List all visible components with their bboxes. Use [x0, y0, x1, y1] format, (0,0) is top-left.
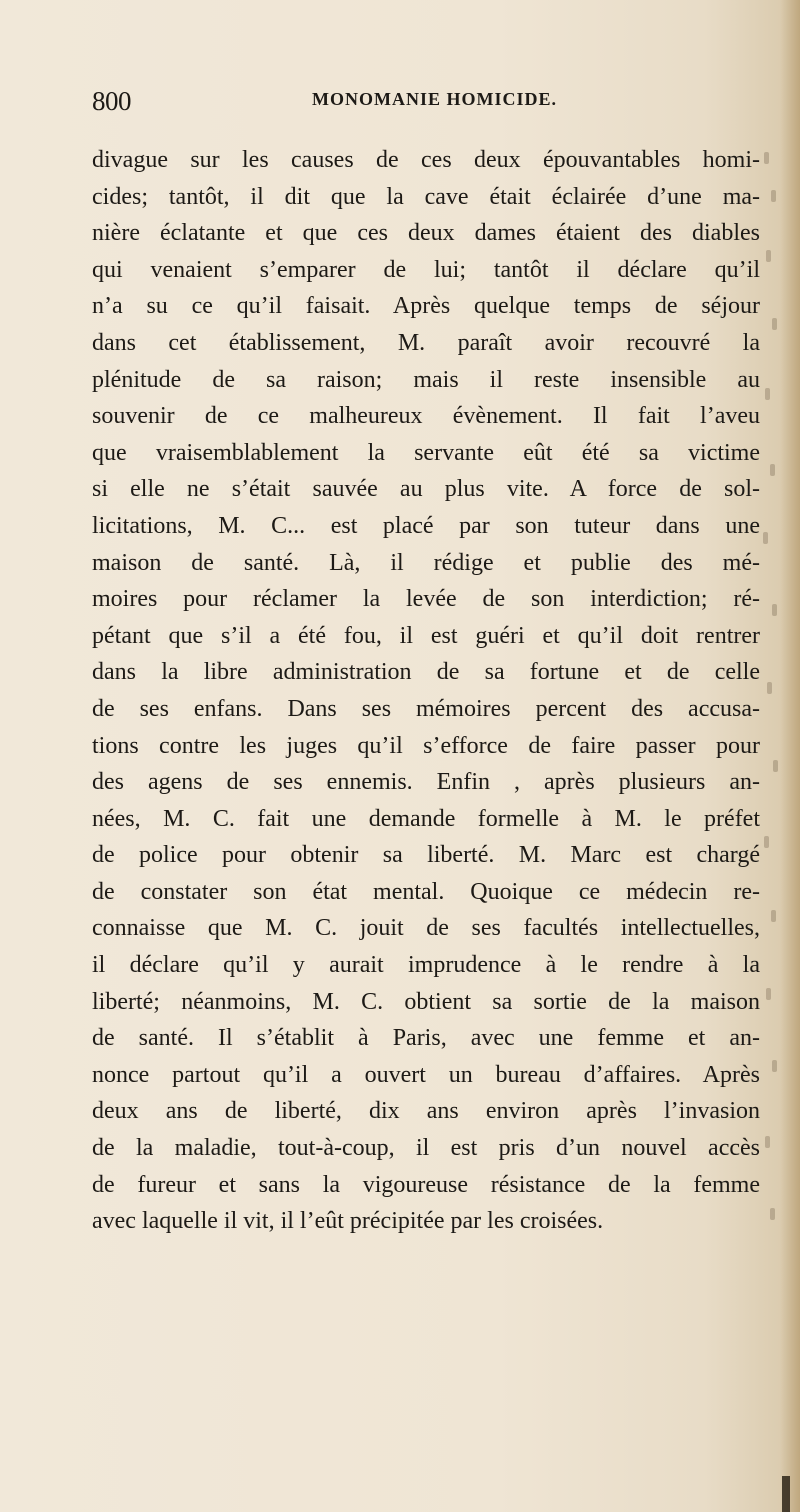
margin-fleck [770, 1208, 775, 1220]
text-line: dans la libre administration de sa fortune et de celle [92, 659, 760, 686]
text-line: si elle ne s’était sauvée au plus vite. A force de sol- [92, 476, 760, 503]
text-line: liberté; néanmoins, M. C. obtient sa sortie de la maison [92, 988, 760, 1015]
text-line: connaisse que M. C. jouit de ses facultés intellectuelles, [92, 915, 760, 942]
text-line: de constater son état mental. Quoique ce médecin re- [92, 878, 760, 905]
text-line: de police pour obtenir sa liberté. M. Marc est chargé [92, 842, 760, 869]
text-line: divague sur les causes de ces deux épouvantables homi- [92, 147, 760, 173]
text-line: maison de santé. Là, il rédige et publie des mé- [92, 549, 760, 576]
text-line: n’a su ce qu’il faisait. Après quelque temps de séjour [92, 293, 760, 320]
text-line: deux ans de liberté, dix ans environ après l’invasion [92, 1098, 760, 1125]
text-line: de fureur et sans la vigoureuse résistance de la femme [92, 1171, 760, 1198]
text-line: de santé. Il s’établit à Paris, avec une femme et an- [92, 1025, 760, 1052]
margin-fleck [763, 532, 768, 544]
text-line: des agens de ses ennemis. Enfin , après plusieurs an- [92, 769, 760, 796]
margin-fleck [766, 250, 771, 262]
margin-fleck [765, 1136, 770, 1148]
page-edge-shadow [780, 0, 800, 1512]
text-line: moires pour réclamer la levée de son interdiction; ré- [92, 586, 760, 613]
margin-fleck [772, 1060, 777, 1072]
margin-fleck [772, 604, 777, 616]
text-line: il déclare qu’il y aurait imprudence à le rendre à la [92, 952, 760, 979]
margin-fleck [764, 836, 769, 848]
text-line: de ses enfans. Dans ses mémoires percent des accusa- [92, 695, 760, 722]
text-line: que vraisemblablement la servante eût été sa victime [92, 439, 760, 466]
page-number: 800 [92, 86, 131, 116]
text-line: cides; tantôt, il dit que la cave était éclairée d’une ma- [92, 183, 760, 210]
text-line: de la maladie, tout-à-coup, il est pris d’un nouvel accès [92, 1135, 760, 1162]
margin-fleck [766, 988, 771, 1000]
margin-fleck [765, 388, 770, 400]
text-line: souvenir de ce malheureux évènement. Il fait l’aveu [92, 403, 760, 430]
margin-fleck [772, 318, 777, 330]
text-line: dans cet établissement, M. paraît avoir recouvré la [92, 329, 760, 356]
text-line: nées, M. C. fait une demande formelle à M. le préfet [92, 805, 760, 832]
margin-fleck [771, 190, 776, 202]
text-line: tions contre les juges qu’il s’efforce de faire passer pour [92, 732, 760, 759]
text-line: pétant que s’il a été fou, il est guéri et qu’il doit rentrer [92, 622, 760, 649]
text-line: avec laquelle il vit, il l’eût précipitée par les croisées. [92, 1208, 604, 1235]
margin-fleck [771, 910, 776, 922]
main-text [92, 142, 760, 1240]
running-head: MONOMANIE HOMICIDE. [312, 89, 557, 109]
text-line: plénitude de sa raison; mais il reste insensible au [92, 366, 760, 393]
text-line: nière éclatante et que ces deux dames étaient des diables [92, 220, 760, 247]
margin-fleck [767, 682, 772, 694]
margin-fleck [773, 760, 778, 772]
margin-fleck [764, 152, 769, 164]
text-line: nonce partout qu’il a ouvert un bureau d’affaires. Après [92, 1061, 760, 1088]
margin-fleck [770, 464, 775, 476]
binding-mark [782, 1476, 790, 1512]
text-line: qui venaient s’emparer de lui; tantôt il déclare qu’il [92, 256, 760, 283]
page-header [92, 86, 782, 126]
text-line: licitations, M. C... est placé par son tuteur dans une [92, 512, 760, 539]
margin-flecks [760, 142, 782, 1482]
